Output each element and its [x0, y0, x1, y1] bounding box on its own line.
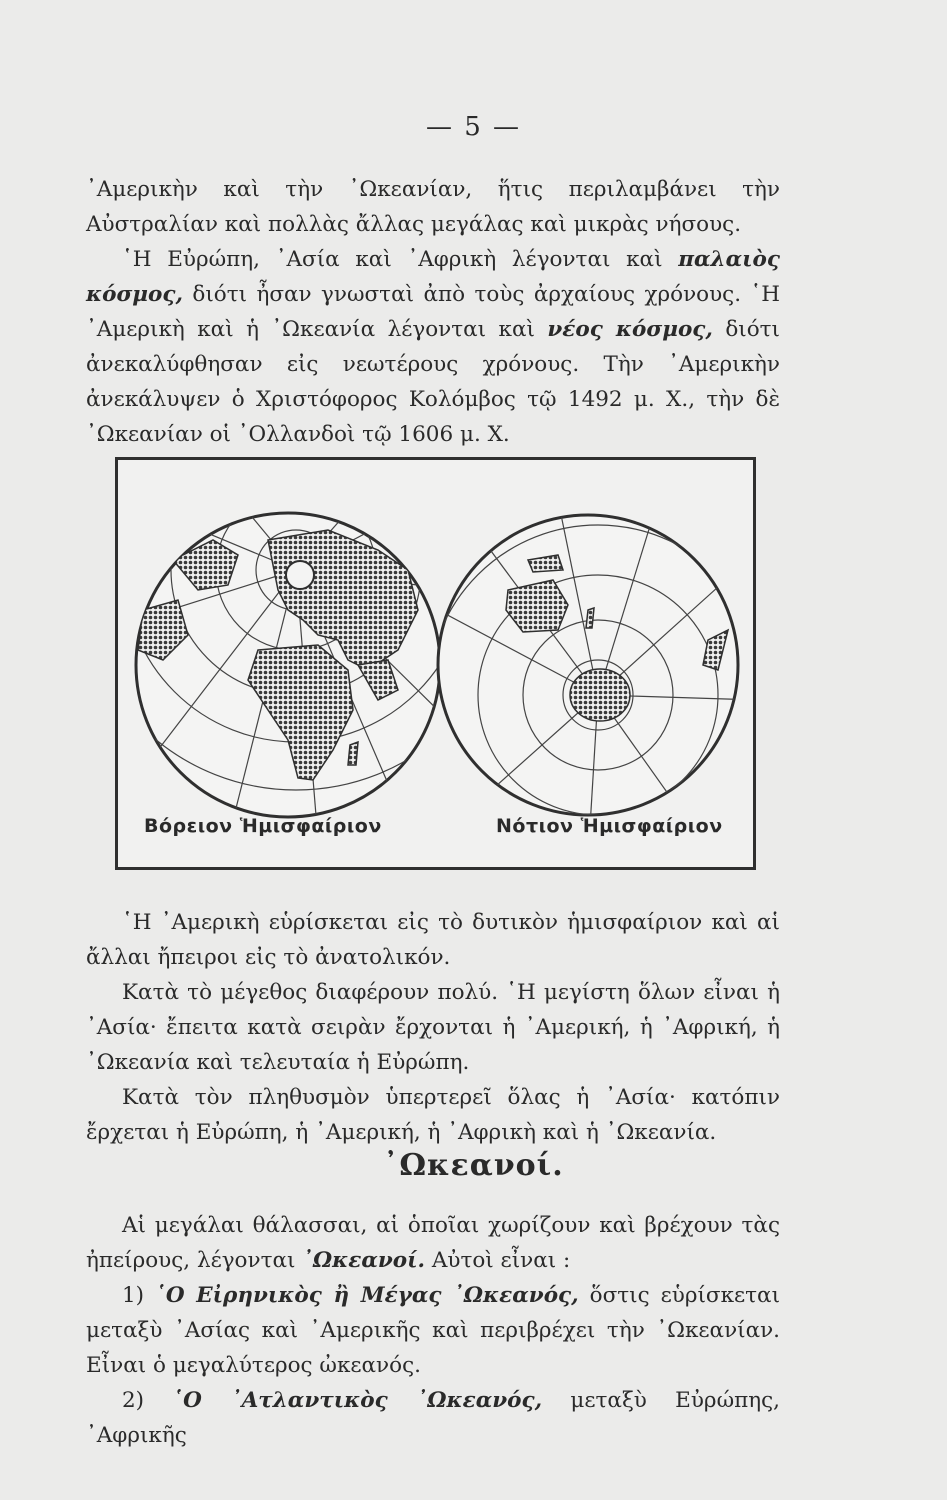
old-world-term: παλαιὸς κόσμος,	[86, 247, 780, 307]
intro-paragraph-1: ᾿Αμερικὴν καὶ τὴν ᾿Ωκεανίαν, ἥτις περιλαμβάνει τὴν Αὐστραλίαν καὶ πολλὰς ἄλλας μεγάλας καὶ μικρὰς νήσους.	[86, 177, 780, 237]
intro-paragraph-2: ῾Η Εὐρώπη, ᾿Ασία καὶ ᾿Αφρικὴ λέγονται καὶ παλαιὸς κόσμος, διότι ἦσαν γνωσταὶ ἀπὸ τοὺς ἀρχαίους χρόνους. ῾Η ᾿Αμερικὴ καὶ ἡ ᾿Ωκεανία λέγονται καὶ νέος κόσμος, διότι ἀνεκαλύφθησαν εἰς νεωτέρους χρόνους. Τὴν ᾿Αμερικὴν ἀνεκάλυψεν ὁ Χριστόφορος Κολόμβος τῷ 1492 μ. Χ., τὴν δὲ ᾿Ωκεανίαν οἱ ᾿Ολλανδοὶ τῷ 1606 μ. Χ.	[86, 247, 780, 447]
oceans-text	[86, 1208, 780, 1453]
caption-north: Βόρειον Ἡμισφαίριον	[144, 815, 382, 837]
middle-paragraph-3: Κατὰ τὸν πληθυσμὸν ὑπερτερεῖ ὅλας ἡ ᾿Ασία· κατόπιν ἔρχεται ἡ Εὐρώπη, ἡ ᾿Αμερική, ἡ ᾿Αφρικὴ καὶ ἡ ᾿Ωκεανία.	[86, 1085, 780, 1145]
ocean-item-2: 2) ῾Ο ᾿Ατλαντικὸς ᾿Ωκεανός, μεταξὺ Εὐρώπης, ᾿Αφρικῆς	[86, 1388, 780, 1448]
atlantic-ocean-term: ῾Ο ᾿Ατλαντικὸς ᾿Ωκεανός,	[172, 1388, 543, 1413]
oceans-paragraph-1: Αἱ μεγάλαι θάλασσαι, αἱ ὁποῖαι χωρίζουν καὶ βρέχουν τὰς ἠπείρους, λέγονται ᾿Ωκεανοί. Αὐτοὶ εἶναι :	[86, 1213, 780, 1273]
hemispheres-map	[118, 460, 753, 867]
intro-text	[86, 172, 780, 452]
middle-paragraph-2: Κατὰ τὸ μέγεθος διαφέρουν πολύ. ῾Η μεγίστη ὅλων εἶναι ἡ ᾿Ασία· ἔπειτα κατὰ σειρὰν ἔρχονται ἡ ᾿Αμερική, ἡ ᾿Αφρική, ἡ ᾿Ωκεανία καὶ τελευταία ἡ Εὐρώπη.	[86, 980, 780, 1075]
page-number: — 5 —	[425, 112, 522, 142]
middle-text	[86, 905, 780, 1150]
oceans-heading: ᾿Ωκεανοί.	[383, 1148, 564, 1183]
southern-hemisphere-globe	[428, 500, 753, 865]
hemispheres-map-figure	[115, 457, 756, 870]
pacific-ocean-term: ῾Ο Εἰρηνικὸς ἢ Μέγας ᾿Ωκεανός,	[155, 1283, 579, 1308]
ocean-item-1: 1) ῾Ο Εἰρηνικὸς ἢ Μέγας ᾿Ωκεανός, ὅστις εὑρίσκεται μεταξὺ ᾿Ασίας καὶ ᾿Αμερικῆς καὶ περιβρέχει τὴν ᾿Ωκεανίαν. Εἶναι ὁ μεγαλύτερος ὠκεανός.	[86, 1283, 780, 1378]
caption-south: Νότιον Ἡμισφαίριον	[496, 815, 723, 837]
oceans-term: ᾿Ωκεανοί.	[302, 1248, 426, 1273]
new-world-term: νέος κόσμος,	[547, 317, 713, 342]
middle-paragraph-1: ῾Η ᾿Αμερικὴ εὑρίσκεται εἰς τὸ δυτικὸν ἡμισφαίριον καὶ αἱ ἄλλαι ἤπειροι εἰς τὸ ἀνατολικόν.	[86, 910, 780, 970]
